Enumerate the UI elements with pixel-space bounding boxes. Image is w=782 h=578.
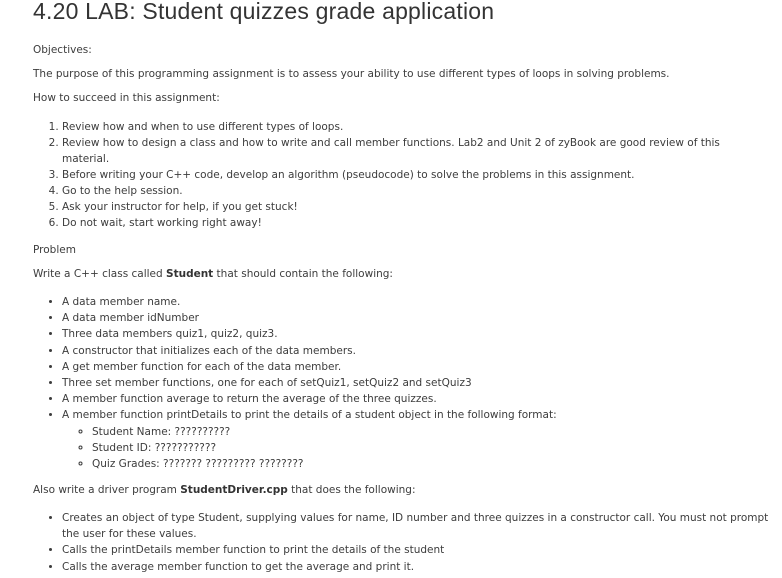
page-title: 4.20 LAB: Student quizzes grade application — [33, 0, 495, 24]
format-line: ◦ Quiz Grades: ??????? ????????? ???????? — [92, 456, 772, 472]
list-item: 2. Review how to design a class and how to write and call member functions. Lab2 and Unit 2 of zyBook are good review of this material. — [62, 135, 752, 167]
list-item: 3. Before writing your C++ code, develop an algorithm (pseudocode) to solve the problems in this assignment. — [62, 167, 752, 183]
list-item: 6. Do not wait, start working right away! — [62, 215, 752, 231]
list-item: • A data member name. — [62, 294, 772, 310]
list-item: • Creates an object of type Student, supplying values for name, ID number and three quizzes in a constructor call. You must not prompt the user for these values. — [62, 510, 772, 542]
list-item: • Calls the average member function to get the average and print it. — [62, 559, 772, 575]
format-line: ◦ Student ID: ??????????? — [92, 440, 772, 456]
driver-list — [44, 510, 772, 575]
requirements-list — [44, 294, 772, 472]
list-item: 5. Ask your instructor for help, if you get stuck! — [62, 199, 752, 215]
list-item: • A get member function for each of the data member. — [62, 359, 772, 375]
format-list — [62, 424, 772, 473]
format-line: ◦ Student Name: ?????????? — [92, 424, 772, 440]
list-item: • A member function average to return the average of the three quizzes. — [62, 391, 772, 407]
list-item: • A data member idNumber — [62, 310, 772, 326]
objectives-label: Objectives: — [33, 44, 92, 56]
list-item: • Calls the printDetails member function to print the details of the student — [62, 542, 772, 558]
list-item: • A member function printDetails to print the details of a student object in the following format: ◦ Student Name: ?????????? ◦ Student ID: ??????????? ◦ Quiz Grades: ??????? ????????? ???????? — [62, 407, 772, 472]
list-item: 4. Go to the help session. — [62, 183, 752, 199]
driver-file-name: StudentDriver.cpp — [180, 484, 288, 496]
problem-label: Problem — [33, 244, 76, 256]
driver-intro: Also write a driver program StudentDriver.cpp that does the following: — [33, 484, 416, 496]
class-name: Student — [166, 268, 214, 280]
purpose-text: The purpose of this programming assignment is to assess your ability to use different types of loops in solving problems. — [33, 68, 670, 80]
list-item: • A constructor that initializes each of the data members. — [62, 343, 772, 359]
list-item: • Three set member functions, one for each of setQuiz1, setQuiz2 and setQuiz3 — [62, 375, 772, 391]
list-item: • Three data members quiz1, quiz2, quiz3. — [62, 326, 772, 342]
steps-list — [46, 119, 752, 231]
how-to-succeed-label: How to succeed in this assignment: — [33, 92, 220, 104]
list-item: 1. Review how and when to use different types of loops. — [62, 119, 752, 135]
problem-intro: Write a C++ class called Student that should contain the following: — [33, 268, 393, 280]
